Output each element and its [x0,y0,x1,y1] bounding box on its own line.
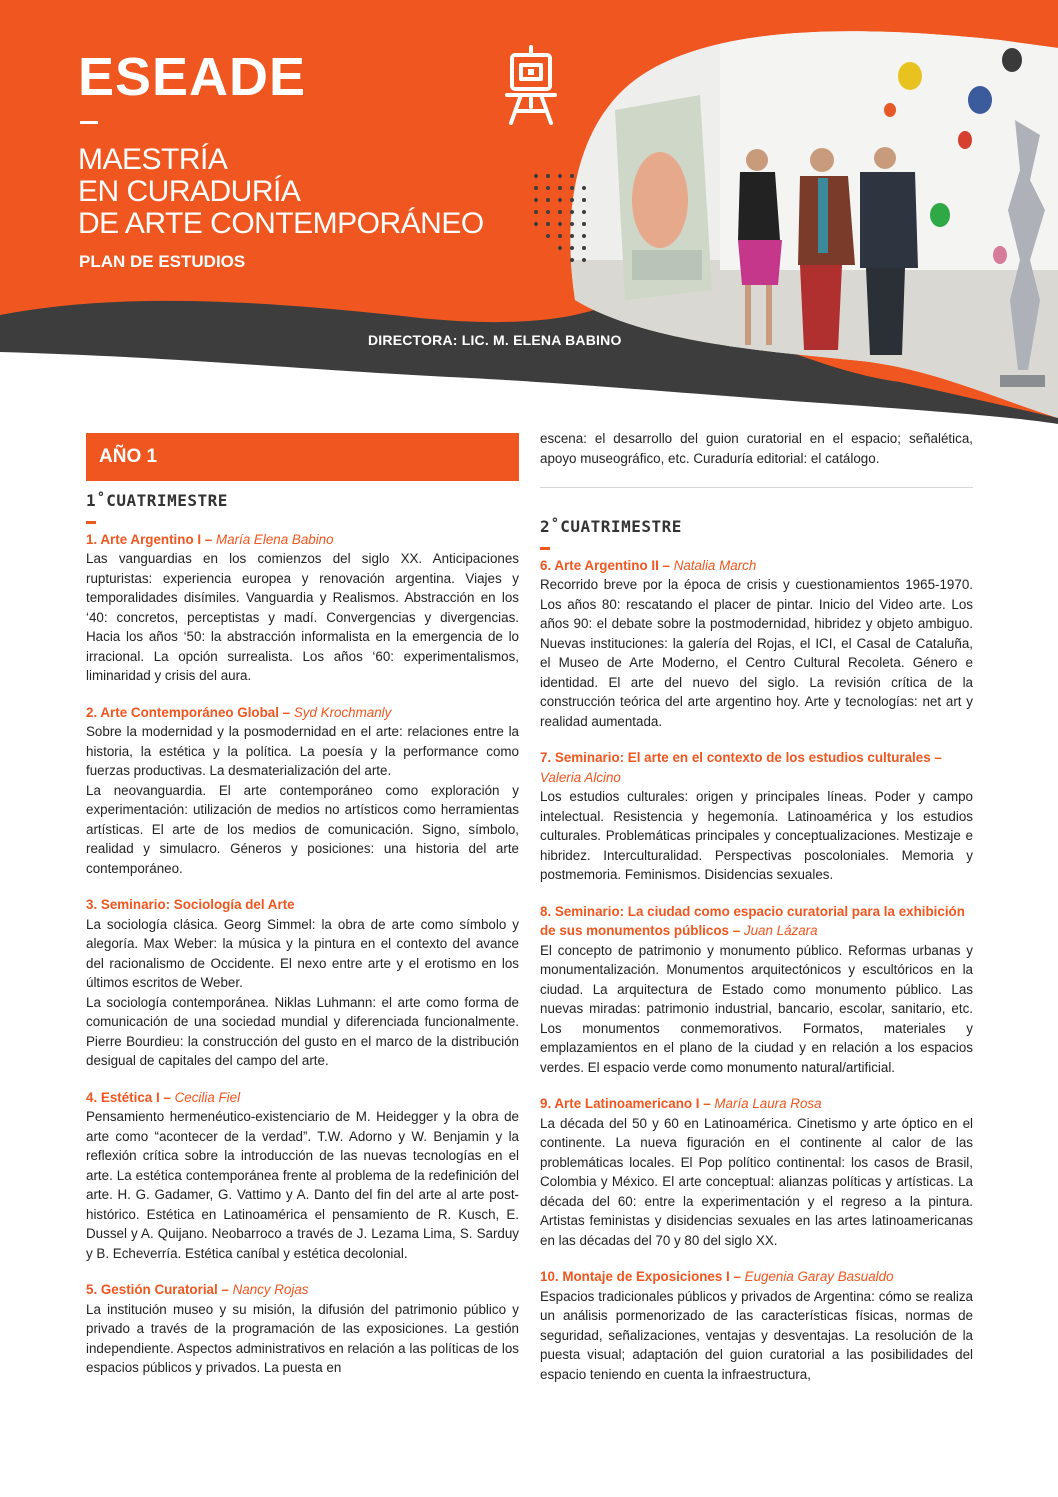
course-professor: María Laura Rosa [714,1096,822,1111]
course-description: El concepto de patrimonio y monumento público. Reformas urbanas y monumentalización. Monumentos arquitectónicos y escultóricos en la ciudad. La arquitectura de Estado como monumento público. Las nuevas miradas: patrimonio industrial, bancario, escolar, sanitario, etc. Los monumentos conmemorativos. Formatos, materiales y emplazamientos en el plano de la ciudad y en relación a los espacios verdes. El espacio verde como monumento natural/artificial. [540,942,973,1075]
course-title: 6. Arte Argentino II – Natalia March [540,557,757,573]
course-name: 8. Seminario: La ciudad como espacio curatorial para la exhibición de sus monumentos públicos [540,903,965,938]
course-item [540,902,973,1078]
course-name: 10. Montaje de Exposiciones I [540,1269,730,1284]
year-heading: AÑO 1 [86,433,519,481]
course-professor: Juan Lázara [743,923,818,938]
course-description: Sobre la modernidad y la posmodernidad en el arte: relaciones entre la historia, la estética y la política. La poesía y la performance como fuerzas productivas. La desmaterialización del arte. [86,724,519,778]
course-professor: Cecilia Fiel [174,1089,241,1105]
course-title [86,895,519,915]
course-professor: Valeria Alcino [540,769,621,785]
right-column [540,429,973,1401]
course-professor: Nancy Rojas [232,1282,309,1297]
semester-underline [540,547,550,550]
course-description: Pensamiento hermenéutico-existenciario de M. Heidegger y la obra de arte como “acontecer de la verdad”. T.W. Adorno y W. Benjamin y la reflexión crítica sobre la introducción de las nuevas tecnologías en el arte. La estética contemporánea frente al problema de la redefinición del arte. H. G. Gadamer, G. Vattimo y A. Danto del fin del arte al arte post-histórico. Estética en Latinoamérica el pensamiento de R. Kusch, E. Dussel y A. Quijano. Neobarroco a través de J. Lezama Lima, S. Sarduy y B. Echeverría. Estética caníbal y estética decolonial. [86,1109,519,1261]
course-name: 9. Arte Latinoamericano I [540,1096,700,1111]
course-item [540,748,973,885]
course-description-continued: escena: el desarrollo del guion curatorial en el espacio; señalética, apoyo museográfico, etc. Curaduría editorial: el catálogo. [540,431,973,466]
logo-underline [80,121,98,124]
easel-icon [505,45,557,125]
course-name: 1. Arte Argentino I [86,531,202,547]
course-title: 4. Estética I – Cecilia Fiel [86,1089,241,1105]
semester-underline [86,521,96,524]
course-item [540,1094,973,1250]
course-description: La década del 50 y 60 en Latinoamérica. Cinetismo y arte óptico en el continente. La nueva figuración en el continente al calor de las problemáticas locales. El Pop político continental: los casos de Brasil, Colombia y México. El arte conceptual: alianzas políticas y artísticas. La década del 60: entre la experimentación y el regreso a la pintura. Artistas feministas y disidencias sexuales en las artes latinoamericanas en las décadas del 70 y 80 del siglo XX. [540,1115,973,1248]
course-description: Recorrido breve por la época de crisis y cuestionamientos 1965-1970. Los años 80: rescatando el placer de pintar. Inicio del Video arte. Los años 90: el debate sobre la postmodernidad, hibridez y objeto ambiguo. Nuevas instituciones: la galería del Rojas, el ICI, el Casal de Cataluña, el Museo de Arte Moderno, el Centro Cultural Recoleta. Género e identidad. El arte del nuevo del siglo. La revisión crítica de la construcción teórica del arte argentino hoy. Arte y tecnologías: net art y realidad aumentada. [540,577,973,729]
course-description: Espacios tradicionales públicos y privados de Argentina: cómo se realiza un análisis pormenorizado de las características físicas, normas de seguridad, señalizaciones, ventajas y desventajas. La resolución de la puesta visual; adaptación del guion curatorial a las posibilidades del espacio teniendo en cuenta la infraestructura, [540,1288,973,1382]
course-name: 6. Arte Argentino II [540,557,659,573]
semester-heading: 1˚CUATRIMESTRE [86,491,228,510]
program-title-line: EN CURADURÍA [78,175,301,208]
course-item [86,703,519,879]
decorative-dots [530,172,590,272]
program-subtitle: PLAN DE ESTUDIOS [79,252,246,271]
program-title-line: MAESTRÍA [78,143,228,176]
course-item [86,1280,519,1378]
course-item [86,1088,519,1264]
course-professor: Natalia March [673,557,757,573]
course-description: Las vanguardias en los comienzos del siglo XX. Anticipaciones rupturistas: experiencia europea y renovación argentina. Viajes y temporalidades disímiles. Vanguardia y Realismos. Abstracción en los ‘40: concretos, perceptistas y madí. Convergencias y divergencias. Hacia los años ‘50: la abstracción informalista en la emergencia de lo irracional. La opción surrealista. Los años ‘60: experimentalismos, liminaridad y crisis del aura. [86,551,519,683]
course-item [540,556,973,732]
section-divider [540,487,973,488]
course-professor: Eugenia Garay Basualdo [744,1269,894,1284]
course-item [86,895,519,1071]
course-title: 2. Arte Contemporáneo Global – Syd Krochmanly [86,704,392,720]
course-description: La sociología clásica. Georg Simmel: la obra de arte como símbolo y alegoría. Max Weber: la música y la pintura en el contexto del avance del racionalismo de Occidente. El nexo entre arte y el erotismo en los últimos escritos de Weber. [86,916,519,990]
left-column [86,433,519,1395]
semester-heading: 2˚CUATRIMESTRE [540,517,682,536]
course-name: 2. Arte Contemporáneo Global [86,704,279,720]
course-name: 3. Seminario: Sociología del Arte [86,897,295,912]
course-name: 4. Estética I [86,1089,160,1105]
director-label: DIRECTORA: LIC. M. ELENA BABINO [368,332,622,348]
course-professor: Syd Krochmanly [293,704,392,720]
course-item [86,530,519,686]
course-description: Los estudios culturales: origen y principales líneas. Poder y campo intelectual. Resistencia y hegemonía. Latinoamérica y los estudios culturales. Problemáticas principales y conceptualizaciones. Mestizaje e hibridez. Interculturalidad. Perspectivas poscoloniales. Memoria y postmemoria. Feminismos. Disidencias sexuales. [540,789,973,882]
course-description: La institución museo y su misión, la difusión del patrimonio público y privado a través de la programación de las exposiciones. La gestión independiente. Aspectos administrativos en relación a las políticas de los espacios públicos y privados. La puesta en [86,1301,519,1375]
course-title: 10. Montaje de Exposiciones I – Eugenia Garay Basualdo [540,1269,894,1284]
brand-logo: ESEADE [78,47,307,107]
course-title: 5. Gestión Curatorial – Nancy Rojas [86,1282,309,1297]
course-title: 8. Seminario: La ciudad como espacio curatorial para la exhibición de sus monumentos públicos – Juan Lázara [540,903,965,938]
course-description: La sociología contemporánea. Niklas Luhmann: el arte como forma de comunicación de una sociedad mundial y diferenciada funcionalmente. Pierre Bourdieu: la construcción del gusto en el marco de la distribución desigual de capitales del campo del arte. [86,994,519,1068]
program-title-line: DE ARTE CONTEMPORÁNEO [78,207,484,240]
course-title: 1. Arte Argentino I – María Elena Babino [86,531,334,547]
course-title: 9. Arte Latinoamericano I – María Laura Rosa [540,1096,822,1111]
header-banner [0,0,1058,440]
course-name: 7. Seminario: El arte en el contexto de los estudios culturales [540,750,931,765]
course-item [540,1267,973,1384]
course-title: 7. Seminario: El arte en el contexto de los estudios culturales – Valeria Alcino [540,750,942,785]
course-description: La neovanguardia. El arte contemporáneo como exploración y experimentación: utilización de medios no artísticos como herramientas artísticas. El arte de los medios de comunicación. Signo, símbolo, realidad y simulacro. Géneros y posiciones: una historia del arte contemporáneo. [86,782,519,876]
course-professor: María Elena Babino [215,531,334,547]
course-name: 5. Gestión Curatorial [86,1282,218,1297]
program-title [78,144,484,240]
